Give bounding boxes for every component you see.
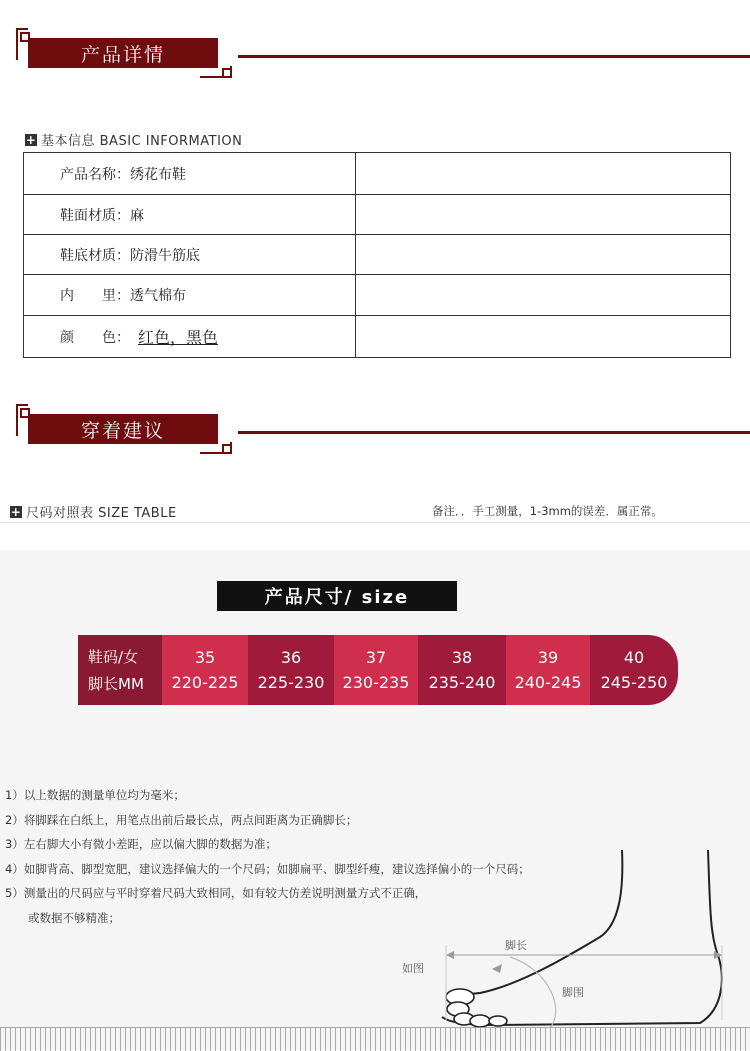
banner-rule [238, 431, 750, 434]
size-column: 35 220-225 [162, 635, 248, 705]
size-column: 37 230-235 [334, 635, 418, 705]
diagram-label-circumference: 脚围 [562, 986, 584, 999]
toe [470, 1015, 490, 1027]
wearing-advice-banner [0, 414, 750, 474]
size-column: 40 245-250 [590, 635, 678, 705]
banner-rule [238, 55, 750, 58]
section-title-wearing-advice: 穿着建议 [28, 414, 218, 444]
size-chart-strip [78, 635, 678, 705]
size-column: 38 235-240 [418, 635, 506, 705]
size-column: 39 240-245 [506, 635, 590, 705]
arrow-head-girth [492, 964, 502, 973]
note-line: 1）以上数据的测量单位均为毫米； [5, 788, 185, 802]
size-column: 36 225-230 [248, 635, 334, 705]
basic-info-table [23, 152, 731, 358]
info-row: 内 里： 透气棉布 [24, 275, 730, 316]
info-row: 鞋面材质： 麻 [24, 195, 730, 235]
toe [489, 1016, 507, 1026]
note-line: 3）左右脚大小有微小差距，应以偏大脚的数据为准； [5, 837, 277, 851]
note-line: 5）测量出的尺码应与平时穿着尺码大致相同，如有较大仿差说明测量方式不正确， [5, 886, 427, 900]
note-line: 2）将脚踩在白纸上，用笔点出前后最长点，两点间距离为正确脚长； [5, 812, 358, 827]
size-remark: 备注．．手工测量，1-3mm的误差．属正常。 [432, 504, 663, 518]
product-detail-banner [0, 38, 750, 98]
ruler-strip [0, 1027, 750, 1051]
foot-outline [460, 850, 622, 995]
fret-ornament-right-inner [222, 444, 232, 454]
note-line: 或数据不够精准； [5, 910, 120, 925]
separator [0, 522, 750, 523]
diagram-label-example: 如图 [402, 962, 424, 975]
girth-curve [510, 957, 556, 1028]
diagram-label-length: 脚长 [505, 939, 527, 952]
info-row: 鞋底材质： 防滑牛筋底 [24, 235, 730, 275]
size-row-labels: 鞋码/女 脚长MM [78, 635, 162, 705]
arrow-head-left [446, 951, 454, 959]
foot-measurement-diagram [380, 845, 750, 1030]
size-chart-title: 产品尺寸/ size [217, 581, 457, 611]
fret-ornament-right-inner [222, 68, 232, 78]
plus-icon: + [25, 132, 37, 147]
note-line: 4）如脚背高、脚型宽肥，建议选择偏大的一个尺码；如脚扁平、脚型纤瘦，建议选择偏小的一个尺码； [5, 861, 530, 876]
section-title-product-detail: 产品详情 [28, 38, 218, 68]
info-row: 产品名称： 绣花布鞋 [24, 153, 730, 195]
info-row: 颜 色： 红色，黑色 [60, 328, 219, 347]
plus-icon: + [10, 504, 22, 519]
size-table-heading: + 尺码对照表 SIZE TABLE [10, 504, 177, 521]
basic-info-heading: + 基本信息 BASIC INFORMATION [25, 132, 243, 149]
